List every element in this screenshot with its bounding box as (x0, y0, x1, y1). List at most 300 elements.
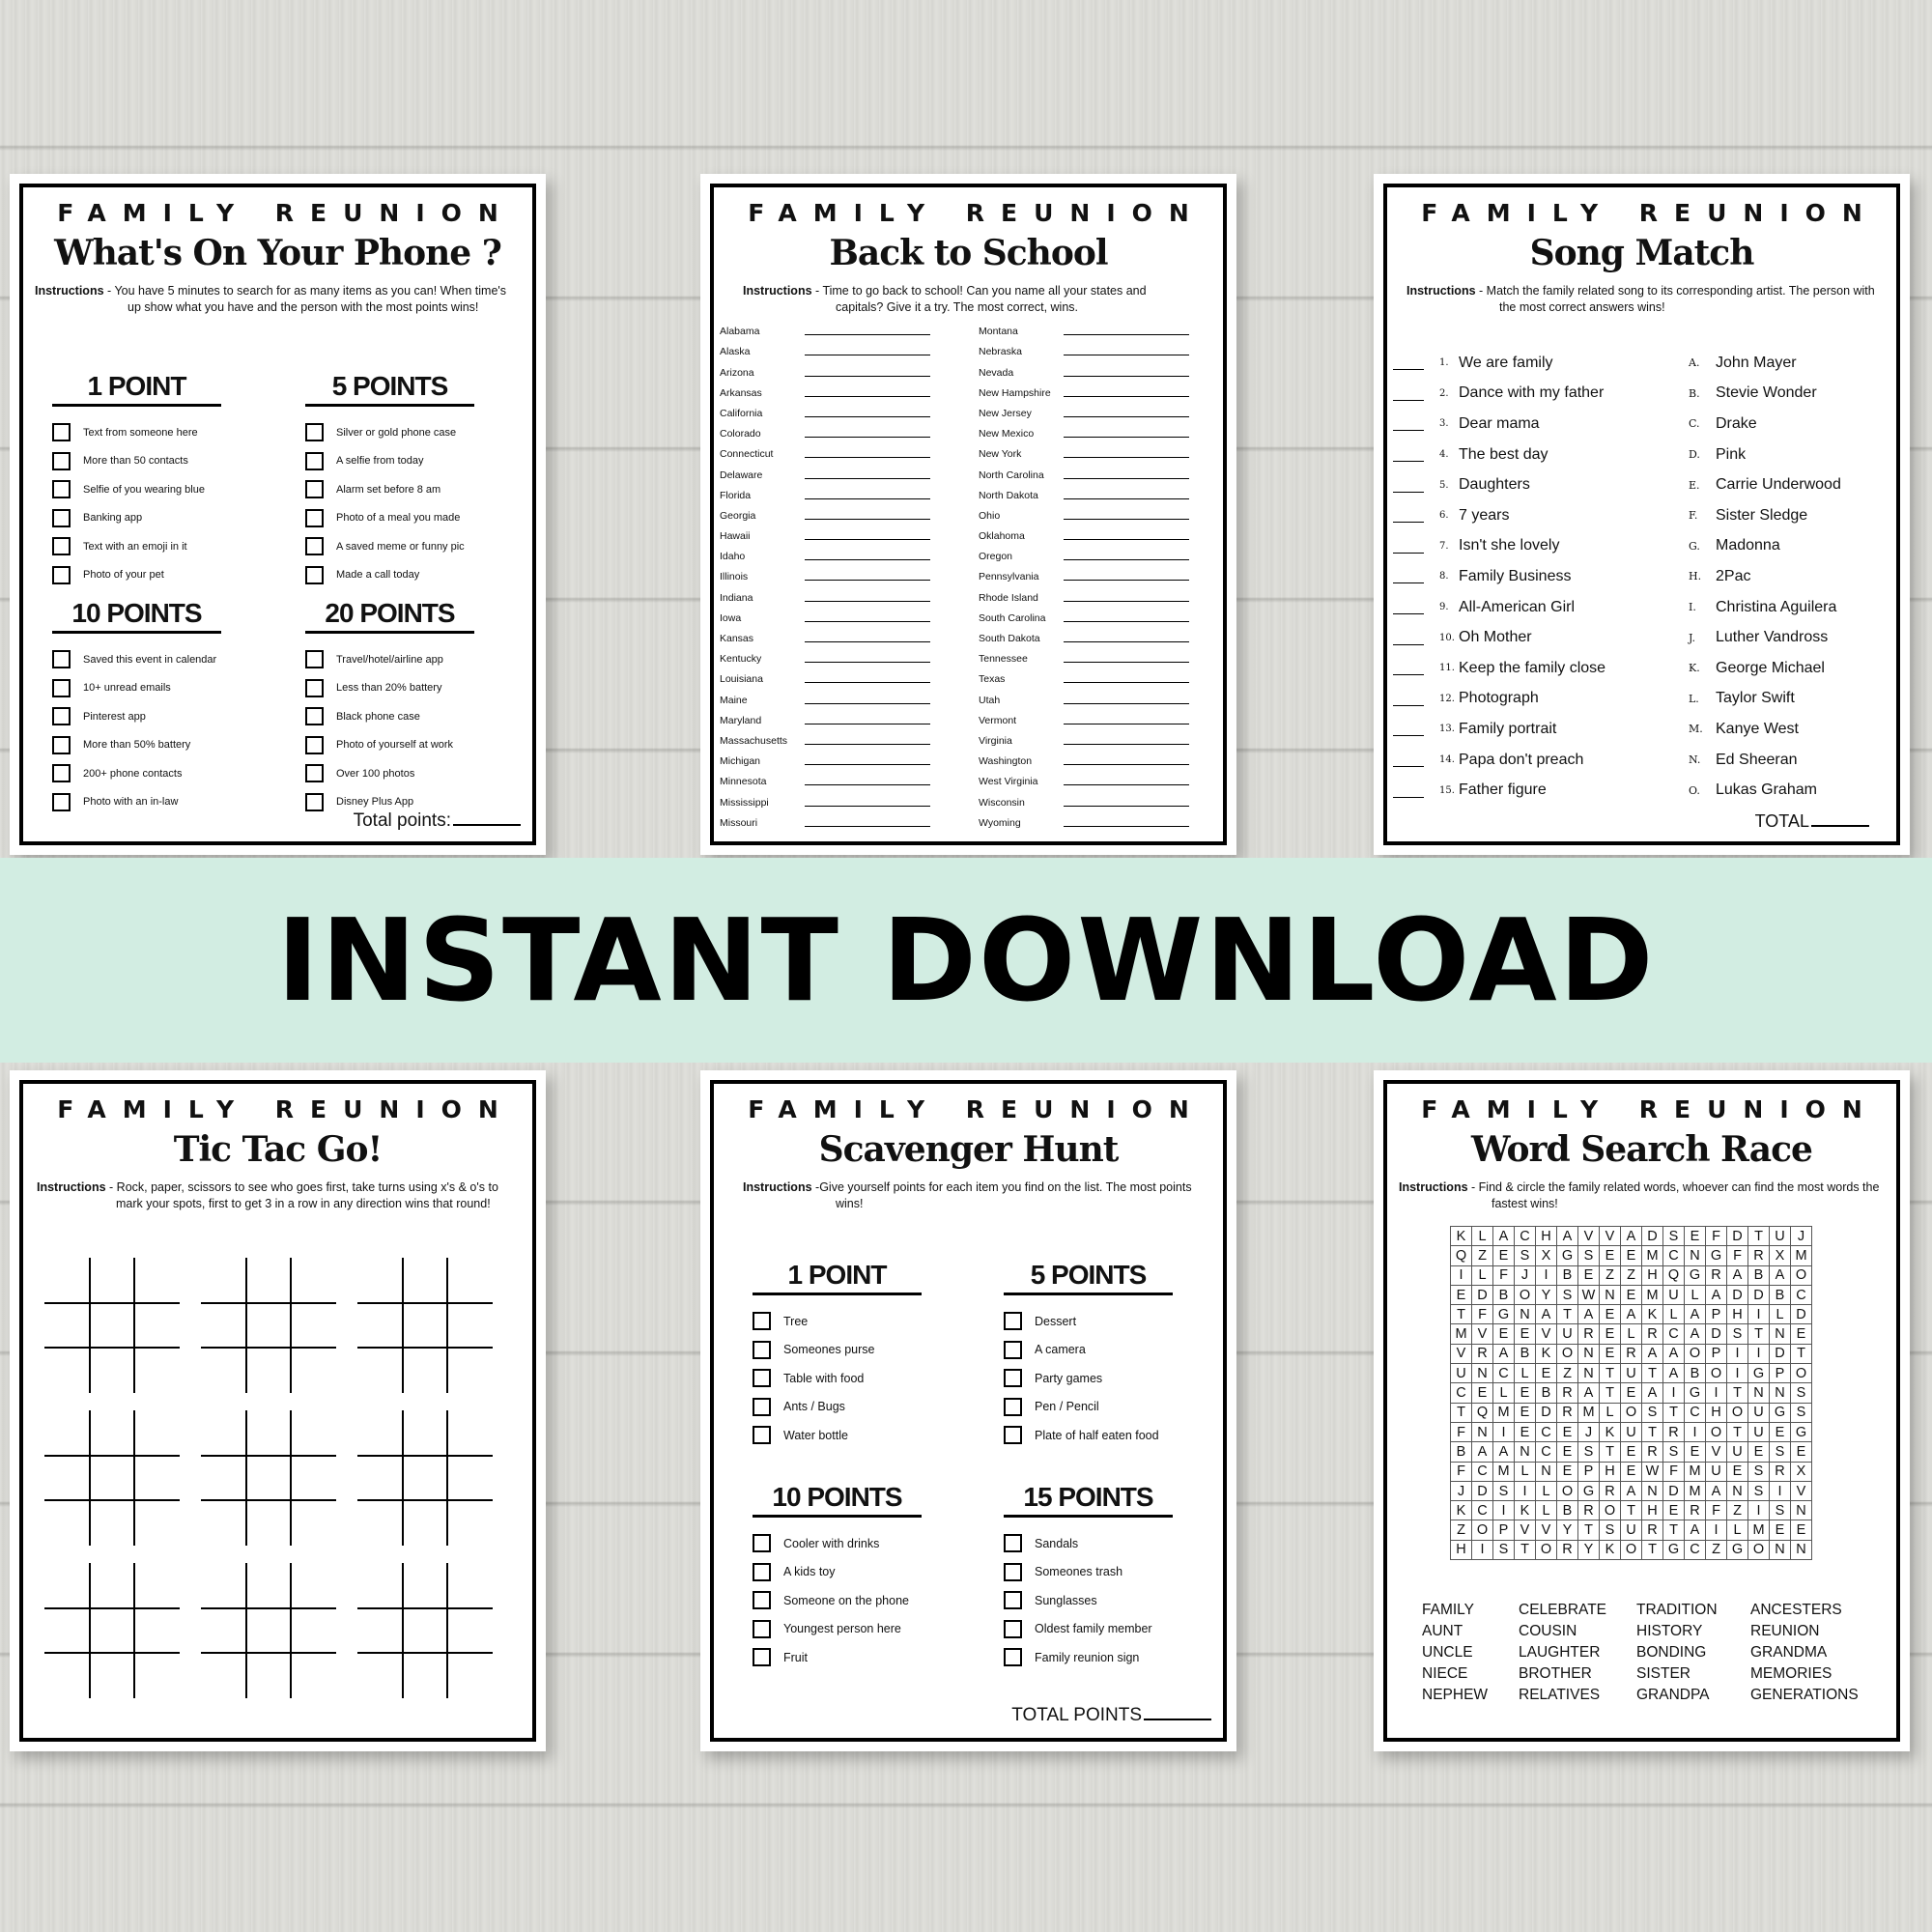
grid-cell[interactable]: S (1578, 1246, 1600, 1265)
answer-line[interactable] (805, 469, 930, 479)
grid-cell[interactable]: A (1727, 1265, 1748, 1285)
grid-cell[interactable]: C (1472, 1501, 1493, 1520)
answer-line[interactable] (805, 796, 930, 807)
grid-cell[interactable]: L (1727, 1520, 1748, 1540)
checkbox[interactable] (753, 1648, 771, 1666)
checkbox[interactable] (305, 679, 324, 697)
checkbox[interactable] (305, 509, 324, 527)
grid-cell[interactable]: Z (1557, 1364, 1578, 1383)
grid-cell[interactable]: N (1770, 1540, 1791, 1559)
grid-cell[interactable]: V (1791, 1481, 1812, 1500)
grid-cell[interactable]: V (1451, 1344, 1472, 1363)
answer-line[interactable] (1064, 694, 1189, 704)
answer-blank[interactable] (1393, 753, 1424, 767)
grid-cell[interactable]: H (1600, 1462, 1621, 1481)
grid-cell[interactable]: E (1770, 1520, 1791, 1540)
grid-cell[interactable]: O (1706, 1364, 1727, 1383)
grid-cell[interactable]: S (1600, 1520, 1621, 1540)
checklist-item[interactable] (305, 418, 474, 447)
grid-cell[interactable]: E (1472, 1383, 1493, 1403)
grid-cell[interactable]: E (1621, 1246, 1642, 1265)
answer-line[interactable] (805, 714, 930, 724)
grid-cell[interactable]: X (1770, 1246, 1791, 1265)
checkbox[interactable] (52, 452, 71, 470)
checkbox[interactable] (52, 707, 71, 725)
grid-cell[interactable]: E (1493, 1246, 1515, 1265)
answer-blank[interactable] (1393, 508, 1424, 523)
answer-line[interactable] (1064, 816, 1189, 827)
tictac-board[interactable] (44, 1258, 180, 1393)
grid-cell[interactable]: E (1515, 1383, 1536, 1403)
grid-cell[interactable]: D (1536, 1403, 1557, 1422)
grid-cell[interactable]: B (1536, 1383, 1557, 1403)
grid-cell[interactable]: R (1685, 1501, 1706, 1520)
grid-cell[interactable]: T (1600, 1442, 1621, 1462)
grid-cell[interactable]: S (1791, 1383, 1812, 1403)
grid-cell[interactable]: R (1600, 1481, 1621, 1500)
grid-cell[interactable]: N (1685, 1246, 1706, 1265)
answer-line[interactable] (805, 407, 930, 417)
checklist-item[interactable] (1004, 1586, 1173, 1615)
grid-cell[interactable]: E (1791, 1520, 1812, 1540)
grid-cell[interactable]: W (1578, 1285, 1600, 1304)
grid-cell[interactable]: K (1642, 1305, 1663, 1324)
grid-cell[interactable]: N (1791, 1501, 1812, 1520)
checklist-item[interactable] (1004, 1643, 1173, 1672)
grid-cell[interactable]: N (1472, 1364, 1493, 1383)
grid-cell[interactable]: E (1557, 1462, 1578, 1481)
answer-line[interactable] (1064, 407, 1189, 417)
grid-cell[interactable]: M (1578, 1403, 1600, 1422)
grid-cell[interactable]: A (1663, 1344, 1685, 1363)
grid-cell[interactable]: H (1451, 1540, 1472, 1559)
answer-line[interactable] (805, 775, 930, 785)
grid-cell[interactable]: T (1663, 1403, 1685, 1422)
grid-cell[interactable]: E (1578, 1265, 1600, 1285)
answer-line[interactable] (805, 591, 930, 602)
grid-cell[interactable]: E (1493, 1324, 1515, 1344)
grid-cell[interactable]: B (1685, 1364, 1706, 1383)
grid-cell[interactable]: B (1770, 1285, 1791, 1304)
grid-cell[interactable]: B (1451, 1442, 1472, 1462)
grid-cell[interactable]: F (1706, 1227, 1727, 1246)
tictac-board[interactable] (201, 1563, 336, 1698)
grid-cell[interactable]: D (1727, 1227, 1748, 1246)
grid-cell[interactable]: C (1663, 1324, 1685, 1344)
checklist-item[interactable] (1004, 1615, 1173, 1644)
checkbox[interactable] (1004, 1620, 1022, 1638)
grid-cell[interactable]: Y (1578, 1540, 1600, 1559)
grid-cell[interactable]: T (1515, 1540, 1536, 1559)
grid-cell[interactable]: X (1791, 1462, 1812, 1481)
grid-cell[interactable]: T (1600, 1364, 1621, 1383)
grid-cell[interactable]: J (1451, 1481, 1472, 1500)
checklist-item[interactable] (1004, 1307, 1173, 1336)
tictac-board[interactable] (44, 1563, 180, 1698)
grid-cell[interactable]: V (1536, 1520, 1557, 1540)
grid-cell[interactable]: M (1642, 1246, 1663, 1265)
grid-cell[interactable]: K (1451, 1501, 1472, 1520)
grid-cell[interactable]: N (1515, 1442, 1536, 1462)
grid-cell[interactable]: P (1706, 1344, 1727, 1363)
grid-cell[interactable]: V (1536, 1324, 1557, 1344)
grid-cell[interactable]: C (1536, 1422, 1557, 1441)
tictac-board[interactable] (201, 1258, 336, 1393)
grid-cell[interactable]: R (1557, 1540, 1578, 1559)
grid-cell[interactable]: L (1685, 1285, 1706, 1304)
grid-cell[interactable]: E (1536, 1364, 1557, 1383)
checkbox[interactable] (52, 650, 71, 668)
grid-cell[interactable]: U (1706, 1462, 1727, 1481)
grid-cell[interactable]: K (1600, 1540, 1621, 1559)
grid-cell[interactable]: E (1557, 1442, 1578, 1462)
grid-cell[interactable]: O (1557, 1481, 1578, 1500)
checklist-item[interactable] (753, 1615, 922, 1644)
checkbox[interactable] (1004, 1648, 1022, 1666)
grid-cell[interactable]: M (1748, 1520, 1770, 1540)
grid-cell[interactable]: I (1536, 1265, 1557, 1285)
grid-cell[interactable]: A (1493, 1442, 1515, 1462)
grid-cell[interactable]: D (1472, 1481, 1493, 1500)
answer-line[interactable] (805, 345, 930, 355)
grid-cell[interactable]: F (1706, 1501, 1727, 1520)
grid-cell[interactable]: E (1621, 1383, 1642, 1403)
checklist-item[interactable] (52, 731, 221, 760)
checklist-item[interactable] (753, 1336, 922, 1365)
checklist-item[interactable] (52, 475, 221, 504)
grid-cell[interactable]: U (1748, 1422, 1770, 1441)
checklist-item[interactable] (52, 674, 221, 703)
checklist-item[interactable] (753, 1393, 922, 1422)
checkbox[interactable] (52, 679, 71, 697)
grid-cell[interactable]: N (1578, 1344, 1600, 1363)
answer-blank[interactable] (1393, 539, 1424, 554)
checklist-item[interactable] (305, 731, 474, 760)
grid-cell[interactable]: S (1663, 1442, 1685, 1462)
grid-cell[interactable]: I (1663, 1383, 1685, 1403)
checkbox[interactable] (52, 480, 71, 498)
checklist-item[interactable] (52, 532, 221, 561)
grid-cell[interactable]: A (1621, 1305, 1642, 1324)
answer-line[interactable] (1064, 652, 1189, 663)
grid-cell[interactable]: J (1791, 1227, 1812, 1246)
checkbox[interactable] (52, 793, 71, 811)
grid-cell[interactable]: L (1515, 1364, 1536, 1383)
grid-cell[interactable]: I (1515, 1481, 1536, 1500)
checkbox[interactable] (52, 764, 71, 782)
grid-cell[interactable]: A (1642, 1383, 1663, 1403)
grid-cell[interactable]: A (1472, 1442, 1493, 1462)
grid-cell[interactable]: N (1642, 1481, 1663, 1500)
grid-cell[interactable]: A (1642, 1344, 1663, 1363)
grid-cell[interactable]: L (1770, 1305, 1791, 1324)
checkbox[interactable] (305, 537, 324, 555)
grid-cell[interactable]: O (1748, 1540, 1770, 1559)
checklist-item[interactable] (305, 475, 474, 504)
grid-cell[interactable]: Z (1472, 1246, 1493, 1265)
grid-cell[interactable]: S (1642, 1403, 1663, 1422)
grid-cell[interactable]: D (1748, 1285, 1770, 1304)
grid-cell[interactable]: V (1706, 1442, 1727, 1462)
answer-line[interactable] (805, 632, 930, 642)
grid-cell[interactable]: Z (1600, 1265, 1621, 1285)
checklist-item[interactable] (305, 702, 474, 731)
answer-line[interactable] (1064, 386, 1189, 397)
answer-line[interactable] (1064, 469, 1189, 479)
grid-cell[interactable]: G (1748, 1364, 1770, 1383)
checkbox[interactable] (1004, 1591, 1022, 1609)
answer-line[interactable] (1064, 529, 1189, 540)
grid-cell[interactable]: I (1727, 1344, 1748, 1363)
grid-cell[interactable]: M (1451, 1324, 1472, 1344)
answer-blank[interactable] (1393, 600, 1424, 614)
grid-cell[interactable]: O (1472, 1520, 1493, 1540)
grid-cell[interactable]: A (1706, 1481, 1727, 1500)
grid-cell[interactable]: O (1727, 1403, 1748, 1422)
checklist-item[interactable] (753, 1586, 922, 1615)
grid-cell[interactable]: U (1621, 1422, 1642, 1441)
grid-cell[interactable]: R (1663, 1422, 1685, 1441)
grid-cell[interactable]: T (1621, 1501, 1642, 1520)
grid-cell[interactable]: L (1536, 1501, 1557, 1520)
grid-cell[interactable]: P (1578, 1462, 1600, 1481)
checkbox[interactable] (305, 736, 324, 754)
tictac-board[interactable] (357, 1258, 493, 1393)
grid-cell[interactable]: E (1451, 1285, 1472, 1304)
grid-cell[interactable]: E (1621, 1462, 1642, 1481)
answer-line[interactable] (805, 325, 930, 335)
grid-cell[interactable]: G (1791, 1422, 1812, 1441)
grid-cell[interactable]: E (1515, 1324, 1536, 1344)
grid-cell[interactable]: N (1727, 1481, 1748, 1500)
grid-cell[interactable]: H (1642, 1265, 1663, 1285)
grid-cell[interactable]: O (1685, 1344, 1706, 1363)
grid-cell[interactable]: R (1557, 1383, 1578, 1403)
grid-cell[interactable]: I (1748, 1344, 1770, 1363)
grid-cell[interactable]: I (1685, 1422, 1706, 1441)
grid-cell[interactable]: G (1557, 1246, 1578, 1265)
answer-line[interactable] (805, 734, 930, 745)
grid-cell[interactable]: I (1748, 1501, 1770, 1520)
grid-cell[interactable]: C (1685, 1540, 1706, 1559)
grid-cell[interactable]: S (1557, 1285, 1578, 1304)
checklist-item[interactable] (753, 1307, 922, 1336)
checkbox[interactable] (1004, 1341, 1022, 1359)
grid-cell[interactable]: M (1685, 1462, 1706, 1481)
checklist-item[interactable] (305, 645, 474, 674)
grid-cell[interactable]: L (1536, 1481, 1557, 1500)
checkbox[interactable] (305, 793, 324, 811)
checklist-item[interactable] (305, 447, 474, 476)
grid-cell[interactable]: G (1578, 1481, 1600, 1500)
grid-cell[interactable]: L (1663, 1305, 1685, 1324)
answer-line[interactable] (1064, 366, 1189, 377)
grid-cell[interactable]: H (1706, 1403, 1727, 1422)
grid-cell[interactable]: P (1493, 1520, 1515, 1540)
grid-cell[interactable]: F (1493, 1265, 1515, 1285)
grid-cell[interactable]: K (1515, 1501, 1536, 1520)
checklist-item[interactable] (1004, 1529, 1173, 1558)
grid-cell[interactable]: K (1536, 1344, 1557, 1363)
grid-cell[interactable]: V (1600, 1227, 1621, 1246)
checklist-item[interactable] (305, 561, 474, 590)
grid-cell[interactable]: E (1791, 1324, 1812, 1344)
answer-line[interactable] (1064, 775, 1189, 785)
answer-line[interactable] (805, 611, 930, 622)
checkbox[interactable] (753, 1398, 771, 1416)
grid-cell[interactable]: R (1642, 1324, 1663, 1344)
grid-cell[interactable]: C (1791, 1285, 1812, 1304)
grid-cell[interactable]: B (1515, 1344, 1536, 1363)
grid-cell[interactable]: R (1642, 1520, 1663, 1540)
grid-cell[interactable]: S (1578, 1442, 1600, 1462)
grid-cell[interactable]: E (1727, 1462, 1748, 1481)
grid-cell[interactable]: S (1493, 1481, 1515, 1500)
grid-cell[interactable]: V (1472, 1324, 1493, 1344)
tictac-board[interactable] (357, 1410, 493, 1546)
answer-blank[interactable] (1393, 631, 1424, 645)
grid-cell[interactable]: A (1706, 1285, 1727, 1304)
grid-cell[interactable]: F (1451, 1462, 1472, 1481)
checklist-item[interactable] (52, 788, 221, 817)
answer-line[interactable] (1064, 796, 1189, 807)
grid-cell[interactable]: O (1791, 1364, 1812, 1383)
checklist-item[interactable] (1004, 1364, 1173, 1393)
answer-blank[interactable] (1393, 478, 1424, 493)
grid-cell[interactable]: C (1685, 1403, 1706, 1422)
answer-blank[interactable] (1393, 355, 1424, 370)
checkbox[interactable] (1004, 1426, 1022, 1444)
grid-cell[interactable]: A (1536, 1305, 1557, 1324)
grid-cell[interactable]: D (1770, 1344, 1791, 1363)
grid-cell[interactable]: N (1748, 1383, 1770, 1403)
grid-cell[interactable]: Y (1536, 1285, 1557, 1304)
grid-cell[interactable]: E (1600, 1344, 1621, 1363)
checkbox[interactable] (305, 423, 324, 441)
grid-cell[interactable]: E (1600, 1246, 1621, 1265)
grid-cell[interactable]: Z (1706, 1540, 1727, 1559)
grid-cell[interactable]: T (1642, 1540, 1663, 1559)
checklist-item[interactable] (305, 532, 474, 561)
grid-cell[interactable]: F (1472, 1305, 1493, 1324)
answer-line[interactable] (1064, 611, 1189, 622)
grid-cell[interactable]: S (1791, 1403, 1812, 1422)
grid-cell[interactable]: T (1663, 1520, 1685, 1540)
answer-blank[interactable] (1393, 447, 1424, 462)
grid-cell[interactable]: P (1770, 1364, 1791, 1383)
grid-cell[interactable]: M (1493, 1403, 1515, 1422)
tictac-board[interactable] (357, 1563, 493, 1698)
grid-cell[interactable]: A (1578, 1383, 1600, 1403)
answer-line[interactable] (805, 570, 930, 581)
checkbox[interactable] (753, 1563, 771, 1581)
checkbox[interactable] (1004, 1369, 1022, 1387)
grid-cell[interactable]: S (1493, 1540, 1515, 1559)
answer-line[interactable] (1064, 447, 1189, 458)
answer-line[interactable] (1064, 591, 1189, 602)
grid-cell[interactable]: T (1578, 1520, 1600, 1540)
grid-cell[interactable]: O (1515, 1285, 1536, 1304)
answer-line[interactable] (805, 754, 930, 765)
grid-cell[interactable]: C (1472, 1462, 1493, 1481)
grid-cell[interactable]: U (1557, 1324, 1578, 1344)
grid-cell[interactable]: G (1706, 1246, 1727, 1265)
grid-cell[interactable]: A (1685, 1305, 1706, 1324)
grid-cell[interactable]: O (1621, 1403, 1642, 1422)
tictac-board[interactable] (201, 1410, 336, 1546)
grid-cell[interactable]: I (1770, 1481, 1791, 1500)
checkbox[interactable] (753, 1620, 771, 1638)
grid-cell[interactable]: L (1472, 1265, 1493, 1285)
grid-cell[interactable]: E (1685, 1227, 1706, 1246)
answer-line[interactable] (1064, 632, 1189, 642)
grid-cell[interactable]: A (1685, 1324, 1706, 1344)
grid-cell[interactable]: H (1727, 1305, 1748, 1324)
grid-cell[interactable]: T (1451, 1403, 1472, 1422)
answer-line[interactable] (805, 694, 930, 704)
grid-cell[interactable]: Q (1663, 1265, 1685, 1285)
checklist-item[interactable] (52, 447, 221, 476)
grid-cell[interactable]: L (1621, 1324, 1642, 1344)
grid-cell[interactable]: H (1536, 1227, 1557, 1246)
answer-line[interactable] (1064, 570, 1189, 581)
grid-cell[interactable]: B (1748, 1265, 1770, 1285)
checklist-item[interactable] (753, 1558, 922, 1587)
checkbox[interactable] (753, 1312, 771, 1330)
grid-cell[interactable]: N (1472, 1422, 1493, 1441)
answer-blank[interactable] (1393, 661, 1424, 675)
grid-cell[interactable]: T (1642, 1422, 1663, 1441)
grid-cell[interactable]: G (1685, 1265, 1706, 1285)
grid-cell[interactable]: E (1770, 1422, 1791, 1441)
grid-cell[interactable]: T (1727, 1422, 1748, 1441)
grid-cell[interactable]: O (1621, 1540, 1642, 1559)
answer-line[interactable] (1064, 754, 1189, 765)
grid-cell[interactable]: G (1663, 1540, 1685, 1559)
checkbox[interactable] (1004, 1398, 1022, 1416)
grid-cell[interactable]: E (1600, 1324, 1621, 1344)
grid-cell[interactable]: A (1663, 1364, 1685, 1383)
answer-line[interactable] (805, 427, 930, 438)
answer-line[interactable] (1064, 550, 1189, 560)
checkbox[interactable] (52, 423, 71, 441)
checklist-item[interactable] (52, 645, 221, 674)
grid-cell[interactable]: I (1706, 1383, 1727, 1403)
grid-cell[interactable]: C (1536, 1442, 1557, 1462)
grid-cell[interactable]: Q (1451, 1246, 1472, 1265)
grid-cell[interactable]: R (1578, 1501, 1600, 1520)
grid-cell[interactable]: I (1451, 1265, 1472, 1285)
grid-cell[interactable]: V (1578, 1227, 1600, 1246)
grid-cell[interactable]: O (1600, 1501, 1621, 1520)
grid-cell[interactable]: K (1451, 1227, 1472, 1246)
grid-cell[interactable]: S (1748, 1481, 1770, 1500)
checklist-item[interactable] (1004, 1393, 1173, 1422)
grid-cell[interactable]: L (1493, 1383, 1515, 1403)
grid-cell[interactable]: S (1515, 1246, 1536, 1265)
checklist-item[interactable] (753, 1529, 922, 1558)
grid-cell[interactable]: G (1770, 1403, 1791, 1422)
tictac-board[interactable] (44, 1410, 180, 1546)
grid-cell[interactable]: B (1493, 1285, 1515, 1304)
grid-cell[interactable]: M (1685, 1481, 1706, 1500)
checklist-item[interactable] (753, 1364, 922, 1393)
checkbox[interactable] (52, 736, 71, 754)
grid-cell[interactable]: E (1515, 1403, 1536, 1422)
checklist-item[interactable] (1004, 1421, 1173, 1450)
grid-cell[interactable]: I (1748, 1305, 1770, 1324)
grid-cell[interactable]: O (1557, 1344, 1578, 1363)
